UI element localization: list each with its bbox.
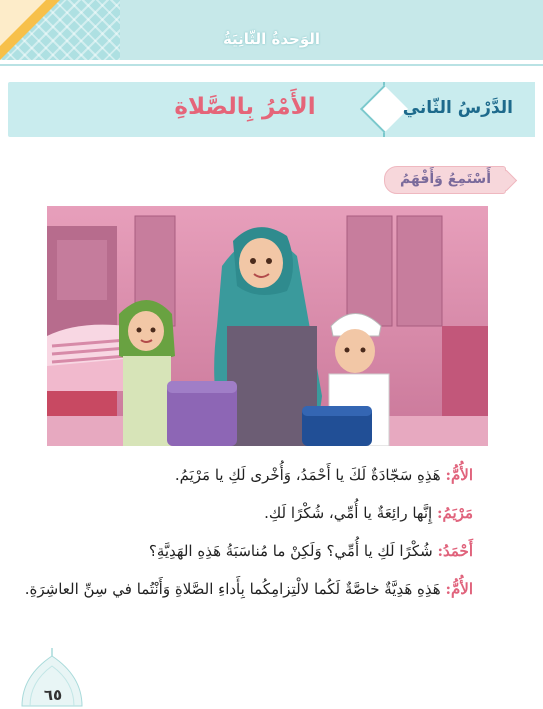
divider [0, 64, 543, 66]
unit-title: الوَحدةُ الثّانِيَةُ [222, 30, 321, 48]
dialogue-line [175, 466, 473, 484]
speaker-name: الأُمُّ: [445, 580, 473, 598]
illustration-drawing [47, 206, 488, 446]
listen-understand-tag [384, 166, 506, 194]
lesson-tab [383, 82, 535, 137]
unit-banner [0, 0, 543, 60]
lesson-title: الأَمْرُ بِالصَّلاةِ [174, 94, 316, 120]
speaker-name: الأُمُّ: [445, 466, 473, 484]
lesson-header [8, 82, 535, 137]
dialogue-text: هَذِهِ هَدِيَّةٌ خاصَّةٌ لَكُما لالْتِزامِكُما بِأَداءِ الصَّلاةِ وَأَنْتُما في سِنِّ العاشِرَةِ. [24, 580, 441, 598]
page-number: ٦٥ [43, 686, 63, 704]
lesson-label: الدَّرْسُ الثّاني [402, 98, 513, 118]
dialogue-text: شُكْرًا لَكِ يا أُمِّي؟ وَلَكِنْ ما مُناسَبَةُ هَذِهِ الهَدِيَّةِ؟ [148, 542, 433, 560]
speaker-name: مَرْيَمُ: [436, 504, 473, 522]
listen-understand-label: أَسْتَمِعُ وَأَفْهَمُ [400, 171, 491, 187]
family-illustration [47, 206, 488, 446]
speaker-name: أَحْمَدُ: [437, 542, 473, 560]
dialogue-text: هَذِهِ سَجّادَةٌ لَكَ يا أَحْمَدُ، وَأُخْرى لَكِ يا مَرْيَمُ. [174, 466, 441, 484]
dialogue-line [25, 580, 473, 598]
dialogue-line [149, 542, 473, 560]
dialogue-line [264, 504, 473, 522]
dialogue-text: إِنَّها رائِعَةٌ يا أُمِّي، شُكْرًا لَكِ. [264, 504, 433, 522]
